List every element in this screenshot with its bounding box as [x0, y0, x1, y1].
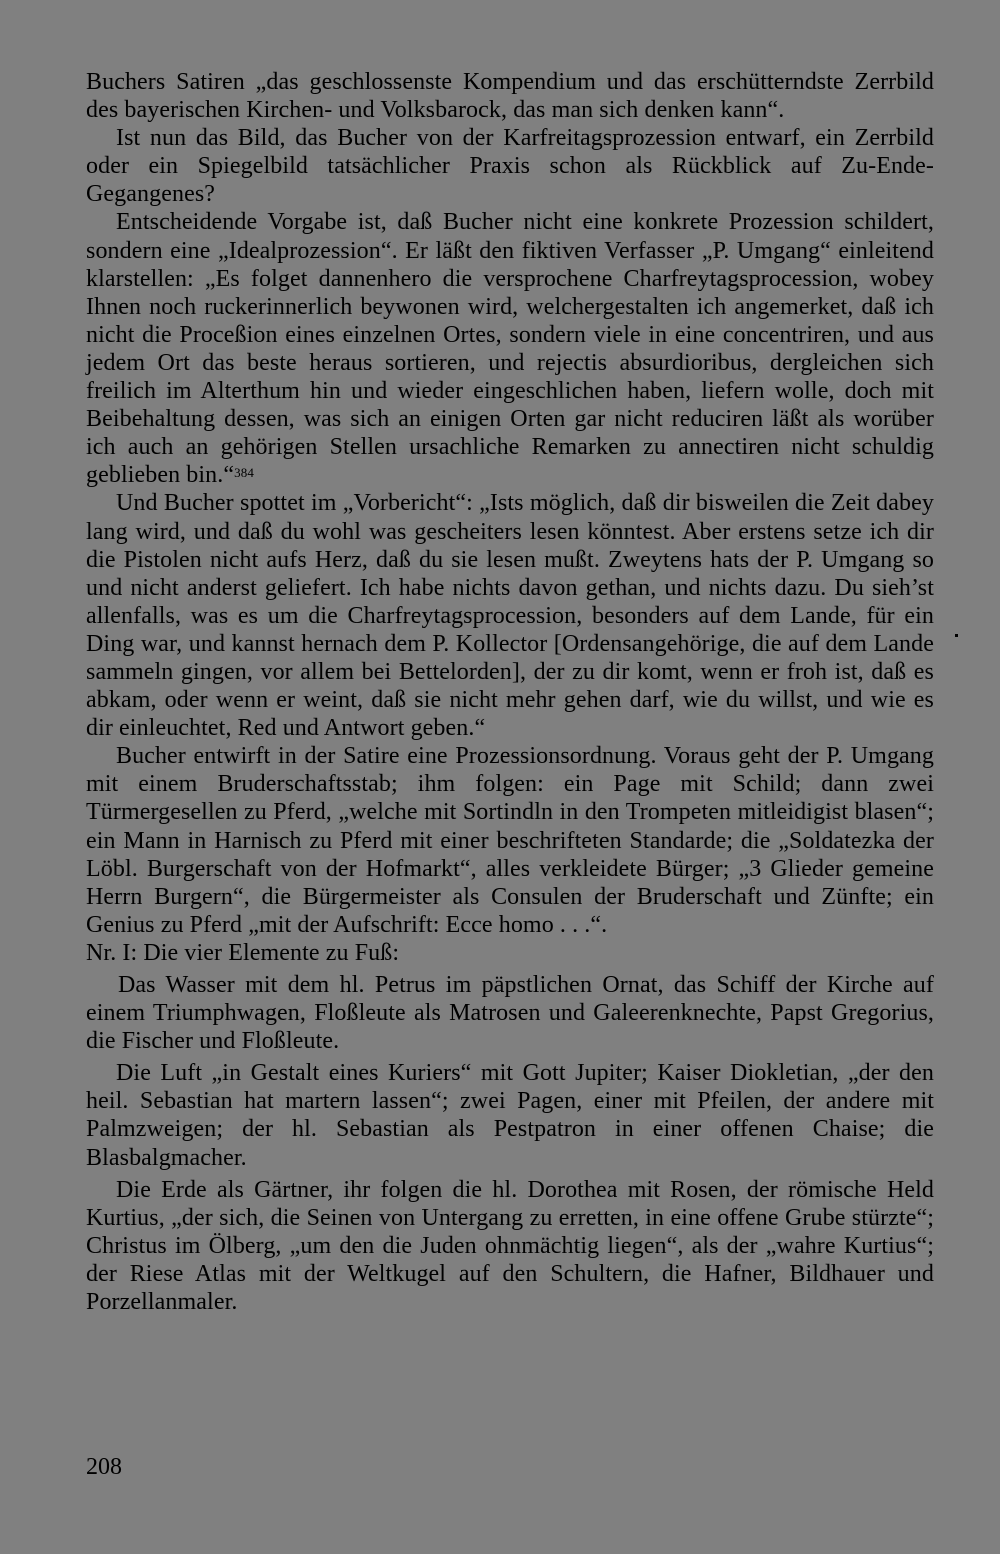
paragraph-1: Buchers Satiren „das geschlossenste Kompendium und das erschütterndste Zerrbild des bayerischen Kirchen- und Volksbarock, das man sich denken kann“.	[86, 69, 934, 124]
paragraph-4: Und Bucher spottet im „Vorbericht“: „Ists möglich, daß dir bisweilen die Zeit dabey lang wird, und daß du wohl was gescheiters lesen könntest. Aber erstens setze ich dir die Pistolen nicht aufs Herz, daß du sie lesen mußt. Zweytens hats der P. Umgang so und nicht anderst geliefert. Ich habe nichts davon gethan, und nichts dazu. Du sieh’st allenfalls, was es um die Charfreytagsprocession, besonders auf dem Lande, für ein Ding war, und kannst hernach dem P. Kollector [Ordensangehörige, die auf dem Lande sammeln gingen, vor allem bei Bettelorden], der zu dir komt, wenn er froh ist, daß es abkam, oder wenn er weint, daß sie nicht mehr gehen darf, wie du willst, und wie es dir einleuchtet, Red und Antwort geben.“	[86, 490, 934, 742]
page-number: 208	[86, 1454, 122, 1480]
section-heading: Nr. I: Die vier Elemente zu Fuß:	[86, 939, 400, 966]
paragraph-2: Ist nun das Bild, das Bucher von der Karfreitagsprozession entwarf, ein Zerrbild oder ein Spiegelbild tatsächlicher Praxis schon als Rückblick auf Zu-Ende-Gegangenes?	[86, 125, 934, 208]
stray-mark	[955, 634, 958, 637]
paragraph-3-text: Entscheidende Vorgabe ist, daß Bucher nicht eine konkrete Prozession schildert, sondern eine „Idealprozession“. Er läßt den fiktiven Verfasser „P. Umgang“ einleitend klarstellen: „Es folget dannenhero die versprochene Charfreytagsprocession, wobey Ihnen noch ruckerinnerlich beywonen wird, welchergestalten ich angemerket, daß ich nicht die Proceßion eines einzelnen Ortes, sondern viele in eine concentriren, und aus jedem Ort das beste heraus sortieren, und rejectis absurdioribus, dergleichen sich freilich im Alterthum hin und wieder eingeschlichen haben, liefern wolle, doch mit Beibehaltung dessen, was sich an einigen Orten gar nicht reduciren läßt als worüber ich auch an gehörigen Stellen ursachliche Remarken zu annectiren nicht schuldig geblieben bin.“	[86, 209, 934, 489]
paragraph-5: Bucher entwirft in der Satire eine Prozessionsordnung. Voraus geht der P. Umgang mit einem Bruderschaftsstab; ihm folgen: ein Page mit Schild; dann zwei Türmergesellen zu Pferd, „welche mit Sortindln in den Trompeten mitleidigist blasen“; ein Mann in Harnisch zu Pferd mit einer beschrifteten Standarde; die „Soldatezka der Löbl. Burgerschaft von der Hofmarkt“, alles verkleidete Bürger; „3 Glieder gemeine Herrn Burgern“, die Bürgermeister als Consulen der Bruderschaft und Zünfte; ein Genius zu Pferd „mit der Aufschrift: Ecce homo . . .“.	[86, 743, 934, 938]
body-text	[86, 68, 934, 1316]
paragraph-3	[86, 208, 934, 489]
paragraph-earth: Die Erde als Gärtner, ihr folgen die hl. Dorothea mit Rosen, der römische Held Kurtius, „der sich, die Seinen von Untergang zu erretten, in eine offene Grube stürzte“; Christus im Ölberg, „um den die Juden ohnmächtig liegen“, als der „wahre Kurtius“; der Riese Atlas mit der Weltkugel auf den Schultern, die Hafner, Bildhauer und Porzellanmaler.	[86, 1176, 934, 1316]
paragraph-air: Die Luft „in Gestalt eines Kuriers“ mit Gott Jupiter; Kaiser Diokletian, „der den heil. Sebastian hat martern lassen“; zwei Pagen, einer mit Pfeilen, der andere mit Palmzweigen; der hl. Sebastian als Pestpatron in einer offenen Chaise; die Blasbalgmacher.	[86, 1060, 934, 1171]
footnote-ref: 384	[234, 465, 254, 481]
paragraph-water: Das Wasser mit dem hl. Petrus im päpstlichen Ornat, das Schiff der Kirche auf einem Triumphwagen, Floßleute als Matrosen und Galeerenknechte, Papst Gregorius, die Fischer und Floßleute.	[86, 972, 934, 1055]
